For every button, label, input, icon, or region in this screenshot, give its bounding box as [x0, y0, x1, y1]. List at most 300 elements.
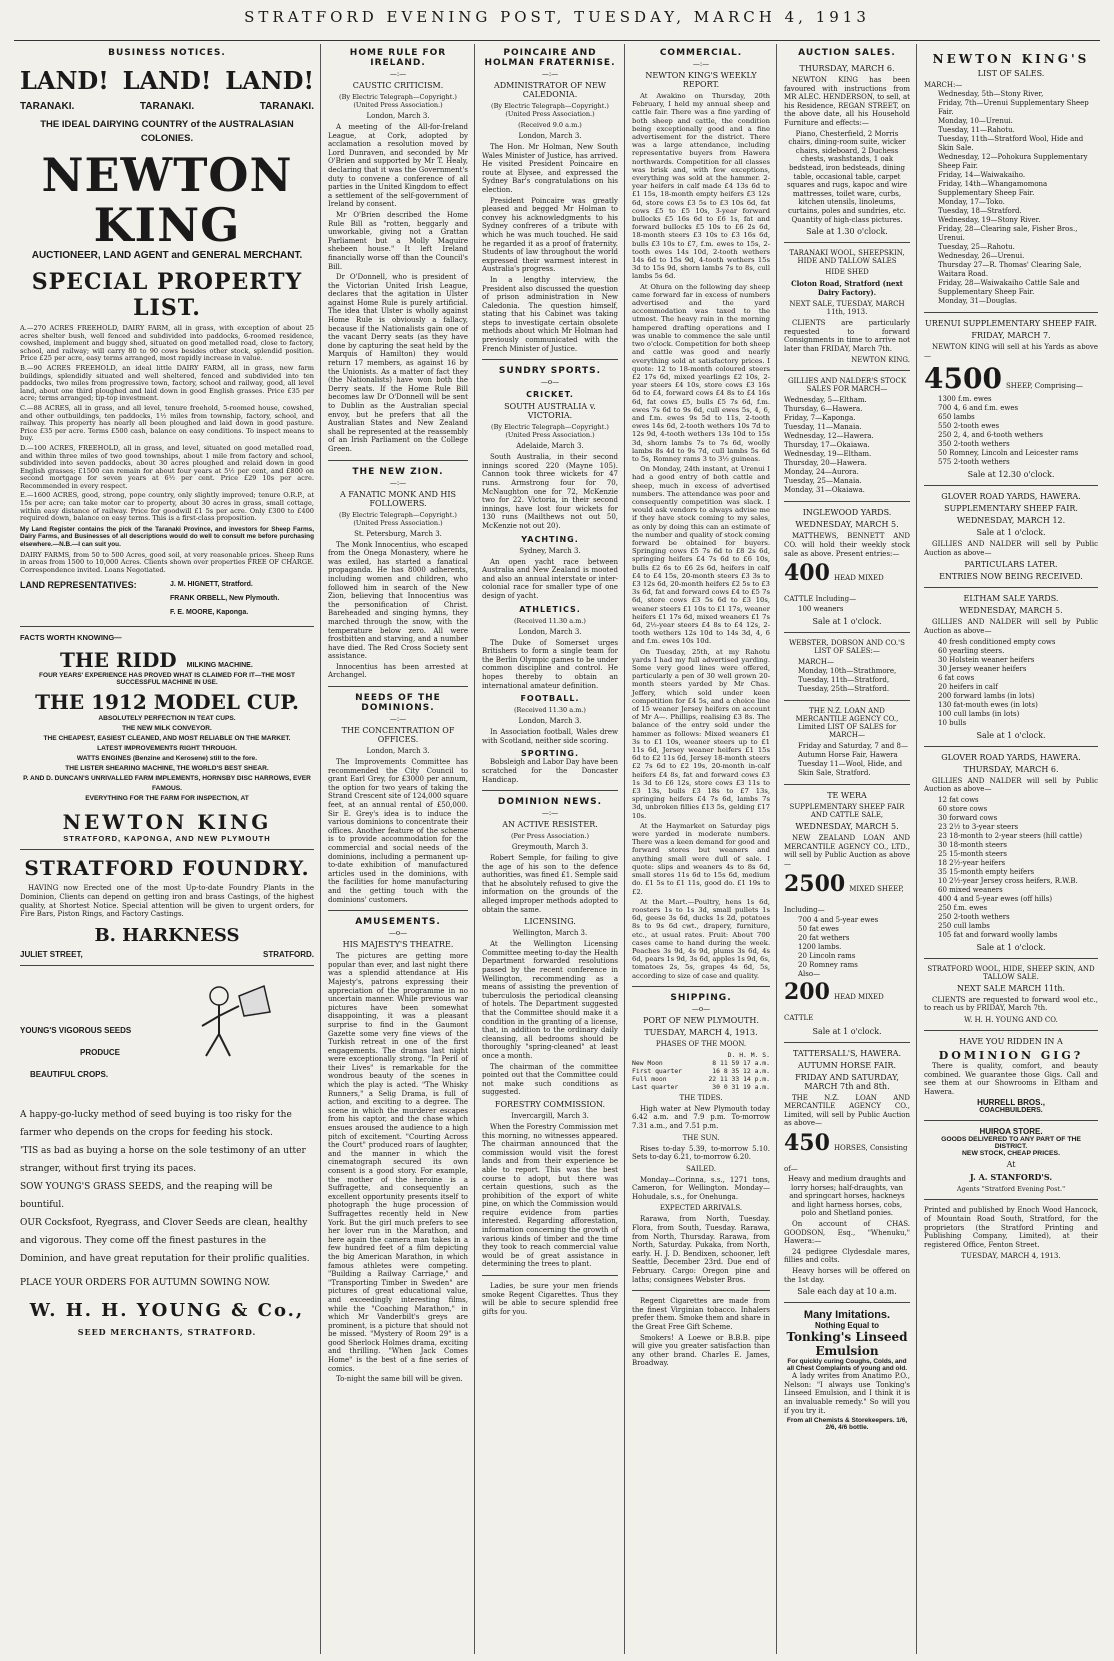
furniture-items: Piano, Chesterfield, 2 Morris chairs, dining-room suite, wicker chairs, sideboard, 2 Duchess chests, washstands, 1 oak bedstead, iron bedsteads, dining table, occasional table, carpet squares and rugs, kapoc and wire mattresses, toilet ware, curbs, kitchen utensils, linoleums, curtains, poles and sundries, etc. Quantity of high-class pictures.: [786, 129, 908, 224]
sale-entry: Friday, 14—Waiwakaiho.: [938, 171, 1026, 179]
sale-date: THURSDAY, MARCH 6.: [799, 64, 895, 73]
report-paragraph: On Tuesday, 25th, at my Rahotu yards I had my full advertised yarding. Some very good lines were offered, particularly a pen of 30 well grown 20-month steers yarded by Mr Chas. Jeffery, which sold under keen competition for £4 5s, and a choice line of 15 weaner Jersey heifers on account of Mr A—. Phillips, realising £3 8s. The balance of the entry sold under the hammer as follows: Mixed weaners £1 3s to £1 10s, weaner steers up to £1 11s 6d, Jersey weaner heifers £1 15s 6d to £2 11s 6d, Jersey 18-month steers £2 7s 6d to £2 19s, 20-month in-calf heifers £4 8s, fat and forward cows £3 1s 3d to £6 12s, store cows £3 11s to £3 13s, bulls £3 18s to £7 13s, springing heifers £4 7s 6d, lambs 7s 3d, unbroken fillies £13 5s, gelding £17 10s.: [632, 647, 770, 820]
property-item: D.—100 ACRES, FREEHOLD, all in grass, and level, situated on good metalled road, and within three miles of two good townships, about 1 mile from factory and school, subdivided into seven paddocks, about 30 acres ploughed and relaid down in good English grasses; £1500 can remain for about four years at 5½ per cent, and £800 on second mortgage for seven years at 6½ per cent. Price £29 10s per acre. Recommended in every respect.: [20, 443, 314, 490]
divider: [924, 587, 1098, 588]
divider: [924, 1120, 1098, 1121]
moon-time: 16 8 35 12 a.m.: [712, 1066, 770, 1075]
sale-entry: Tuesday 11—Wool, Hide, and Skin Sale, Stratford.: [798, 760, 903, 778]
press-credit: (Per Press Association.): [511, 832, 589, 841]
entries: ENTRIES NOW BEING RECEIVED.: [939, 572, 1083, 582]
gillies-list: [784, 396, 910, 495]
sport-heading: YACHTING.: [521, 534, 579, 544]
divider: [20, 849, 314, 850]
sale-entry: Friday, 7th—Urenui Supplementary Sheep Fair.: [938, 99, 1089, 116]
sale-entry: Wednesday, 19—Stony River.: [938, 216, 1041, 224]
sale-time: Sale at 1 o'clock.: [812, 1026, 882, 1036]
heavy-horses: Heavy horses will be offered on the 1st day.: [784, 1266, 910, 1284]
tonking-stockists: From all Chemists & Storekeepers. 1/6, 2/6, 4/6 bottle.: [786, 1417, 908, 1432]
facts-heading: FACTS WORTH KNOWING—: [20, 633, 122, 643]
foundry-title: STRATFORD FOUNDRY.: [24, 856, 310, 881]
sale-time: Sale at 1 o'clock.: [976, 528, 1046, 538]
ideal-dairying: THE IDEAL DAIRYING COUNTRY of the AUSTRALASIAN COLONIES.: [40, 119, 294, 144]
dateline: St. Petersburg, March 3.: [354, 529, 442, 538]
yards-title: TE WERA: [827, 791, 867, 801]
property-item: B.—90 ACRES FREEHOLD, an ideal little DAIRY FARM, all in grass, new farm buildings, splendidly situated and well sheltered, fenced and subdivided into ten paddocks, two miles from progressive town, factory, school and railway, good, all level land, about one third ploughed and laid down in good English grasses. Price £35 per acre; terms arranged; tip-top investment.: [20, 363, 314, 403]
sale-time: Sale each day at 10 a.m.: [797, 1287, 897, 1297]
dairy-farms-note: DAIRY FARMS, from 50 to 500 Acres, good soil, at very reasonable prices. Sheep Runs in areas from 1500 to 10,000 Acres. Clients shown over properties FREE OF CHARGE. Correspondence invited. Loans Negotiated.: [20, 550, 314, 574]
rule: —:—: [389, 478, 407, 487]
fair-title: SUPPLEMENTARY SHEEP FAIR.: [944, 504, 1078, 514]
horse-label: HORSES, Consisting of—: [784, 1144, 908, 1173]
stock-line: 20 Lincoln rams: [798, 951, 856, 960]
cattle-detail: 100 weaners: [798, 605, 844, 614]
sale-entry: Tuesday, 11—Manaia.: [784, 423, 862, 432]
sale-notice: GILLIES AND NALDER will sell by Public Auction as above—: [924, 776, 1098, 794]
sale-date: FRIDAY AND SATURDAY, MARCH 7th and 8th.: [795, 1072, 899, 1091]
stock-line: Also—: [798, 969, 821, 978]
seeds-line-3: BEAUTIFUL CROPS.: [30, 1069, 109, 1079]
sheep-label: MIXED SHEEP, Including—: [784, 884, 904, 914]
taranaki-word: TARANAKI.: [20, 101, 75, 112]
article-paragraph: The pictures are getting more popular than ever, and last night there was a splendid attendance at His Majesty's, patrons expressing their appreciation of the programme in no uncertain manner. While previous war pictures have been somewhat disappointing, it was a pleasant surprise to find in the Gaumont Gazette some very fine views of the Turkish retreat in one of the first engagements. The dramas last night were exceptionally strong. "In Peril of their Lives" is remarkable for the wondrous beauty of the scenes in which the play is acted. "The Whisky Runners," a Selig Drama, is full of action, and exciting to a degree. The scene in which the murderer escapes from his captor, and the chase which ensues aroused the audience to a high pitch of excitement. "Courting Across the Court" produced roars of laughter, and the manner in which the cinematograph secured its own consent is a good story. For example, the mother of the heroine is a Suffragette, and consequently an excellent opportunity presents itself to photograph the huge procession of Suffragettes recently held in New York. But the girl much prefers to see her lover run in the Marathon, and here again the camera man takes in a few hundred feet of a film depicting the big American Marathon, in which famous athletes were competing. "Building a Railway Carriage," and "Transporting Timber in Sweden" are pictures of great educational value, and exceedingly interesting films, while the "Coaching Marathon," in which Mr Vanderbilt's greys are prominent, is a picture that should not be missed. "Mystery of Room 29" is a good Sherlock Holmes drama, exciting and thrilling. "When Jack Comes Home" is the best of a fine series of comics.: [328, 952, 468, 1373]
wool-sale-title: TARANAKI WOOL, SHEEPSKIN, HIDE AND TALLOW SALES: [789, 249, 905, 266]
sale-entry: Friday, 7—Kaponga.: [784, 414, 856, 423]
seeds-line-1: YOUNG'S VIGOROUS SEEDS: [20, 1025, 132, 1035]
sale-entry: Tuesday, 11th—Stratford,: [798, 676, 890, 685]
divider: [784, 370, 910, 371]
divider: [924, 312, 1098, 313]
sale-entry: MARCH—: [798, 658, 834, 667]
property-item: E.—1600 ACRES, good, strong, pope country, only slightly improved; tenure O.R.P., at 15s per acre; can take motor car to property, about 30 acres in grass, small cottage, within easy distance of railway. Price for goodwill £1 5s per acre. Only £300 to £400 required down, balance on easy terms. This is a first-class proposition.: [20, 491, 314, 523]
column-business-notices: [14, 44, 320, 1654]
sale-entry: Tuesday, 11—Rahotu.: [938, 126, 1015, 134]
article-subheading: A FANATIC MONK AND HIS FOLLOWERS.: [339, 489, 457, 508]
article-subheading: LICENSING.: [524, 917, 576, 927]
sheep-count: [784, 871, 910, 916]
sale-entry: Thursday, 6—Hawera.: [784, 405, 863, 414]
newton-king-role: AUCTIONEER, LAND AGENT and GENERAL MERCHANT.: [31, 250, 303, 261]
seeds-ad-header: [20, 1026, 314, 1166]
sale-entry: Wednesday, 12—Hawera.: [784, 432, 874, 441]
sport-heading: ATHLETICS.: [519, 604, 581, 614]
sale-time: Sale at 1.30 o'clock.: [806, 227, 888, 237]
received-time: (Received 11.30 a.m.): [514, 616, 586, 625]
divider: [784, 784, 910, 785]
sale-entry: Thursday 27—R. Thomas' Clearing Sale, Waitara Road.: [938, 261, 1082, 278]
article-heading: SUNDRY SPORTS.: [498, 366, 602, 377]
article-paragraph: An open yacht race between Australia and New Zealand is mooted and also an annual interstate or inter-colonial race for smaller type of one design of yacht.: [482, 557, 618, 600]
stock-line: 30 18-month steers: [938, 840, 1007, 849]
sale-entry: Wednesday, 5—Eltham.: [784, 396, 867, 405]
land-rep: J. M. HIGNETT, Stratford.: [170, 581, 253, 589]
column-cables: [322, 44, 474, 1654]
sale-entry: Monday, 24—Aurora.: [784, 468, 859, 477]
nothing-equal: Nothing Equal to: [815, 1321, 879, 1331]
moon-time: 30 0 31 19 a.m.: [712, 1082, 770, 1091]
pipe-ad: Smokers! A Loewe or B.B.B. pipe will give you greater satisfaction than any other brand. Charles E. James, Broadway.: [632, 1333, 770, 1368]
article-heading: THE NEW ZION.: [352, 466, 444, 477]
stock-line: 130 fat-mouth ewes (in lots): [938, 700, 1038, 709]
taranaki-word: TARANAKI.: [139, 101, 195, 112]
ridd-claim: FOUR YEARS' EXPERIENCE HAS PROVED WHAT IS CLAIMED FOR IT—THE MOST SUCCESSFUL MACHINE IN USE.: [39, 672, 295, 687]
sale-entry: Monday, 10—Urenui.: [938, 117, 1013, 125]
article-subheading: ADMINISTRATOR OF NEW CALEDONIA.: [493, 81, 607, 99]
stock-line: 30 forward cows: [938, 813, 998, 822]
seeds-paragraph: OUR Cocksfoot, Ryegrass, and Clover Seeds are clean, healthy and vigorous. They come off the finest pastures in the Dominion, and have great reputation for their prolific qualities.: [20, 1217, 310, 1264]
article-heading: HOME RULE FOR IRELAND.: [349, 48, 447, 68]
stock-line: 250 2-tooth wethers: [938, 912, 1010, 921]
stock-line: 700 4 and 5-year ewes: [798, 915, 879, 924]
feature-line: THE NEW MILK CONVEYOR.: [122, 725, 212, 733]
port-title: PORT OF NEW PLYMOUTH.: [643, 1015, 759, 1025]
stanford-agents: Agents "Stratford Evening Post.": [956, 1185, 1066, 1194]
property-list-title: SPECIAL PROPERTY LIST.: [31, 269, 303, 321]
taranaki-banner: [20, 101, 314, 112]
dateline: London, March 3.: [518, 132, 582, 140]
gig-question: HAVE YOU RIDDEN IN A: [959, 1036, 1063, 1046]
foundry-text: HAVING now Erected one of the most Up-to-date Foundry Plants in the Dominion, Clients can depend on getting iron and brass Castings, of the highest quality, at Shortest Notice. Special attention will be given to urgent orders, for Fire Bars, Piston Rings, and Factory Castings.: [20, 884, 314, 919]
cattle-number: 200: [784, 978, 830, 1005]
property-item: C.—88 ACRES, all in grass, and all level, tenure freehold, 5-roomed house, cowshed, and other outbuildings, ten paddocks, 1½ miles from township, factory, school, and railway. This property has nearly all been ploughed and laid down in good pasture. Price £35 per acre. Terms £500 cash, balance on easy conditions. To inspect means to buy.: [20, 403, 314, 443]
column-rule: [474, 44, 475, 1654]
article-subheading: SOUTH AUSTRALIA v. VICTORIA.: [504, 402, 596, 421]
moon-row: [632, 1075, 770, 1083]
feature-line: LATEST IMPROVEMENTS RIGHT THROUGH.: [97, 745, 237, 753]
press-credit: (By Electric Telegraph—Copyright.) (United Press Association.): [491, 423, 609, 440]
article-paragraph: At the Wellington Licensing Committee meeting to-day the Health Department forwarded resolutions passed by the recent conference in Wellington, recommending as a means of assisting the prevention of tuberculosis the periodical cleansing of hotels. The Department suggested that the Committee should make it a condition in the granting of a license, that, in addition to the ordinary daily cleansing, all bedrooms should be thoroughly "spring-cleaned" at least once a month.: [482, 940, 618, 1060]
cattle-label: HEAD MIXED CATTLE Including—: [784, 574, 884, 604]
land-word: LAND!: [20, 66, 109, 95]
column-rule: [320, 44, 321, 1654]
sale-entry: Monday, 17—Toko.: [938, 198, 1005, 206]
divider: [784, 501, 910, 502]
sheep-count: [924, 362, 1098, 395]
feature-line: EVERYTHING FOR THE FARM FOR INSPECTION, AT: [85, 795, 249, 803]
nk-sales-list: [924, 90, 1098, 306]
stock-line: 100 cull lambs (in lots): [938, 709, 1020, 718]
moon-row: [632, 1059, 770, 1067]
article-heading: POINCAIRE AND HOLMAN FRATERNISE.: [484, 48, 616, 68]
article-paragraph: Innocentius has been arrested at Archangel.: [328, 662, 468, 680]
harkness-town: STRATFORD.: [263, 949, 314, 959]
divider: [784, 700, 910, 701]
feature-line: THE LISTER SHEARING MACHINE, THE WORLD'S BEST SHEAR.: [65, 765, 269, 773]
dateline: Sydney, March 3.: [519, 546, 581, 555]
yards-title: TATTERSALL'S, HAWERA.: [792, 1048, 902, 1058]
property-item: A.—270 ACRES FREEHOLD, DAIRY FARM, all in grass, with exception of about 25 acres shelter bush, well fenced and subdivided into paddocks, 6-roomed residence, cowshed, implement and buggy shed, situated on good metalled road, close to factory, school, and railway; will carry 80 to 90 cows besides other stock, splendid position. Price £25 per acre, easy terms arranged, most rapidly increase in value.: [20, 324, 314, 363]
article-heading: NEEDS OF THE DOMINIONS.: [355, 693, 441, 714]
horse-types: Heavy and medium draughts and lorry horses; half-draughts, van and springcart horses, hackneys and light harness horses, cobs, polo and Shetland ponies.: [787, 1175, 907, 1218]
sport-heading: SPORTING.: [521, 749, 579, 759]
rule: —:—: [541, 809, 559, 818]
divider: [632, 1290, 770, 1291]
webster-title: WEBSTER, DOBSON AND CO.'S LIST OF SALES:—: [789, 639, 905, 656]
cattle-count: [784, 560, 910, 605]
nk-list-subtitle: LIST OF SALES.: [977, 69, 1045, 78]
hawera-list: [924, 796, 1098, 940]
divider: [924, 485, 1098, 486]
port-date: TUESDAY, MARCH 4, 1913.: [644, 1027, 758, 1037]
divider: [20, 626, 314, 627]
article-subheading: FORESTRY COMMISSION.: [494, 1099, 606, 1109]
seeds-line-2: PRODUCE: [80, 1047, 121, 1057]
sale-date: WEDNESDAY, MARCH 12.: [956, 516, 1066, 526]
sport-heading: FOOTBALL.: [520, 694, 580, 704]
regent-ad: Regent Cigarettes are made from the finest Virginian tobacco. Inhalers prefer them. Smoke them and share in the Great Free Gift Scheme.: [632, 1297, 770, 1332]
signature: NEWTON KING.: [851, 356, 910, 365]
fair-title: AUTUMN HORSE FAIR.: [797, 1060, 897, 1070]
ridd-line: [20, 648, 314, 672]
press-credit: (By Electric Telegraph—Copyright.) (United Press Association.): [339, 93, 457, 109]
column-rule: [916, 44, 917, 1654]
article-paragraph: To-night the same bill will be given.: [336, 1375, 463, 1384]
imprint-date: TUESDAY, MARCH 4, 1913.: [961, 1252, 1061, 1261]
rule: —o—: [691, 1004, 711, 1013]
dateline: Invercargill, March 3.: [511, 1111, 589, 1120]
divider: [784, 1042, 910, 1043]
column-commercial: [626, 44, 776, 1654]
tides-title: THE TIDES.: [679, 1093, 723, 1102]
stock-line: 1200 lambs.: [798, 942, 842, 951]
sale-entry: Friday and Saturday, 7 and 8—Autumn Horse Fair, Hawera: [798, 742, 908, 760]
hurrell-trade: COACHBUILDERS.: [979, 1107, 1043, 1115]
taranaki-word: TARANAKI.: [259, 101, 314, 112]
column-news: [476, 44, 624, 1654]
article-paragraph: The Hon. Mr Holman, New South Wales Minister of Justice, has arrived. He visited President Poincaire en route at Elysee, and expressed the Sydney Bar's congratulations on his election.: [482, 143, 618, 194]
sale-notice: NEWTON KING will sell at his Yards as above—: [924, 343, 1098, 360]
yards-title: ELTHAM SALE YARDS.: [963, 594, 1059, 604]
dateline: Greymouth, March 3.: [511, 843, 589, 852]
divider: [924, 746, 1098, 747]
seeds-paragraph: A happy-go-lucky method of seed buying is too risky for the farmer who depends on the crops for feeding his stock.: [20, 1109, 292, 1138]
yards-title: GLOVER ROAD YARDS, HAWERA.: [941, 752, 1081, 762]
rule: —o—: [540, 378, 560, 387]
sale-date: WEDNESDAY, MARCH 5.: [795, 822, 899, 832]
stock-line: 250 cull lambs: [938, 921, 990, 930]
received-time: (Received 9.0 a.m.): [518, 121, 582, 129]
article-subheading: HIS MAJESTY'S THEATRE.: [342, 940, 454, 950]
stock-line: 50 fat ewes: [798, 924, 839, 933]
cattle-label: HEAD MIXED CATTLE: [784, 992, 884, 1022]
harkness-name: B. HARKNESS: [94, 924, 240, 946]
nk-month: MARCH:—: [924, 81, 963, 89]
nk-list-header: [924, 52, 1098, 78]
sale-entry: Wednesday, 5th—Stony River,: [938, 90, 1044, 98]
land-word: LAND!: [122, 66, 212, 95]
dominion-gig: DOMINION GIG?: [938, 1048, 1084, 1062]
goodson-account: On account of CHAS. GOODSON, Esq., "Whenuku," Hawera:—: [784, 1219, 910, 1246]
dateline: London, March 3.: [518, 717, 582, 726]
column-rule: [776, 44, 777, 1654]
press-credit: (By Electric Telegraph—Copyright.) (United Press Association.): [491, 102, 609, 118]
sheep-number: 2500: [784, 870, 846, 897]
cattle-number: 400: [784, 560, 830, 587]
gillies-title: GILLIES AND NALDER'S STOCK SALES FOR MARCH—: [787, 377, 907, 394]
sale-entry: Friday, 14th—Whangamomona Supplementary Sheep Fair.: [938, 180, 1048, 197]
sale-entry: Tuesday, 25—Rahotu.: [938, 243, 1015, 251]
article-heading: DOMINION NEWS.: [497, 797, 603, 808]
ridd-features: [20, 714, 314, 804]
dateline: London, March 3.: [518, 627, 582, 636]
stock-line: 50 Romney, Lincoln and Leicester rams: [938, 449, 1079, 458]
nk-list-title: NEWTON KING'S: [932, 52, 1090, 66]
feature-line: THE CHEAPEST, EASIEST CLEANED, AND MOST RELIABLE ON THE MARKET.: [43, 735, 291, 743]
sun-title: THE SUN.: [682, 1133, 720, 1142]
sale-notice: GILLIES AND NALDER will sell by Public Auction as above—: [924, 618, 1098, 635]
huiroa-at: At: [1006, 1160, 1016, 1170]
land-word: LAND!: [225, 66, 314, 95]
stock-line: 60 store cows: [938, 804, 988, 813]
masthead-rule: [14, 40, 1100, 41]
sailed-title: SAILED.: [686, 1164, 716, 1173]
report-paragraph: At the Haymarket on Saturday pigs were yarded in moderate numbers. There was a keen demand for good and forward stores but weaners and anything small were dull of sale. I quote: slips and weaners 4s to 8s 6d, small stores 11s 6d to 15s 6d, medium do. £1 5s to £1 11s, good do. £1 19s to £2.: [632, 821, 770, 896]
cattle-count: [784, 979, 910, 1024]
newton-king-title: NEWTON KING: [41, 148, 293, 252]
next-sale: NEXT SALE, TUESDAY, MARCH 11th, 1913.: [789, 300, 905, 317]
divider: [482, 359, 618, 360]
moon-phase: Last quarter: [632, 1082, 679, 1091]
dateline: Wellington, March 3.: [512, 929, 588, 938]
clients-notice: CLIENTS are particularly requested to forward Consignments in time to arrive not later than FRIDAY, March 7th.: [784, 319, 910, 353]
divider: [328, 910, 468, 911]
sale-time: Sale at 12.30 o'clock.: [967, 470, 1055, 480]
column-rule: [624, 44, 625, 1654]
sale-entry: Monday, 31—Okaiawa.: [784, 486, 865, 495]
report-paragraph: At the Mart.—Poultry, hens 1s 6d, roosters 1s to 1s 3d, small pullets 1s 6d, geese 3s 6d, ducks 1s 2d, potatoes 8s to 9s 6d cwt., drapery, furniture, etc., at usual rates. Fruit: About 700 cases came to hand during the week. Peaches 3s 9d, 4s 9d, plums 3s 6d, 4s 6d, pears 1s 9d, 3s 6d, apples 1s 9d, 6s, tomatoes 2s, 5s, grapes 4s 6d, 5s, according to size of case and quality.: [632, 897, 770, 980]
sale-entry: Friday, 28—Waiwakaiho Cattle Sale and Supplementary Sheep Fair.: [938, 279, 1080, 296]
sale-entry: Tuesday, 25—Manaia.: [784, 477, 862, 486]
dateline: London, March 3.: [366, 747, 430, 756]
sale-time: Sale at 1 o'clock.: [812, 617, 882, 627]
place-orders: PLACE YOUR ORDERS FOR AUTUMN SOWING NOW.: [20, 1277, 271, 1288]
divider: [328, 686, 468, 687]
article-paragraph: Bobsleigh and Labor Day have been scratched for the Doncaster Handicap.: [482, 758, 618, 784]
divider: [784, 242, 910, 243]
dateline: London, March 3.: [366, 112, 430, 120]
sport-heading: CRICKET.: [526, 390, 574, 400]
young-company: W. H. H. YOUNG & Co.,: [29, 1299, 305, 1321]
article-paragraph: The Improvements Committee has recommended the City Council to grant Earl Grey, for £3000 per annum, the option for two years of taking the Strand Crescent site of 124,000 square feet, at an annual rental of £50,000. Sir E. Grey's idea is to induce the various dominions to concentrate their offices. Another feature of the scheme is to provide accommodation for the commercial and social needs of the dominions, including a permanent up-to-date exhibition of manufactured articles used in the dominions, with the facilities for home manufacturing and the getting touch with the dominions' customers.: [328, 758, 468, 904]
fair-title: URENUI SUPPLEMENTARY SHEEP FAIR.: [925, 319, 1097, 328]
sale-date: THURSDAY, MARCH 6.: [963, 764, 1059, 774]
stock-line: 400 4 and 5-year ewes (off hills): [938, 894, 1053, 903]
expected-text: Rarawa, from North, Tuesday. Flora, from South, Tuesday. Rarawa, from North, Thursday. Rarawa, from North, Saturday. Pukaka, from North, early. H. J. D. Bendixen, schooner, left Seattle, December 23rd. Due end of February. Cargo: Oregon pine and laths; consignees Webster Bros.: [632, 1215, 770, 1284]
sale-entry: Monday, 10th—Strathmore,: [798, 667, 897, 676]
divider: [482, 790, 618, 791]
stock-line: 200 forward lambs (in lots): [938, 691, 1035, 700]
yards-title: INGLEWOOD YARDS.: [802, 508, 892, 518]
stock-line: 23 18-month to 2-year steers (hill cattle): [938, 831, 1083, 840]
huiroa-delivery: GOODS DELIVERED TO ANY PART OF THE DISTRICT.: [941, 1136, 1081, 1151]
stock-line: 60 yearling steers.: [938, 646, 1005, 655]
rule: —o—: [388, 929, 408, 938]
dateline: Adelaide, March 3.: [516, 442, 584, 451]
stock-line: 30 Jersey weaner heifers: [938, 664, 1027, 673]
article-paragraph: The Duke of Somerset urges Britishers to form a single team for the Berlin Olympic games to be under common discipline and control. He hopes thereby to obtain an international amateur definition.: [482, 638, 618, 690]
sale-entry: Wednesday, 19—Eltham.: [784, 450, 872, 459]
article-paragraph: Dr O'Donnell, who is president of the Victorian United Irish League, declares that the agitation in Ulster against Home Rule is purely artificial. The idea that Ulster is wholly against Home Rule is obviously a fallacy, because if the Nationalists gain one of the vacant Derry seats (as they have done by capturing the seat held by the Marquis of Hamilton) they would return 17 members, as against 16 by the Unionists. As a matter of fact they (the Nationalists) have won both the Derry seats. If the Home Rule Bill becomes law Dr O'Donnell will be sent to Dublin as the Australian special envoy, but he prefers that all the Australian States and New Zealand shall be represented at the reassembly of an Irish Parliament on the College Green.: [328, 273, 468, 453]
moon-phase: Full moon: [632, 1074, 667, 1083]
sheep-number: 4500: [924, 362, 1002, 396]
divider: [924, 958, 1098, 959]
divider: [482, 1275, 618, 1276]
young-subtitle: SEED MERCHANTS, STRATFORD.: [77, 1326, 257, 1337]
nzloan-title: THE N.Z. LOAN AND MERCANTILE AGENCY CO., Limited LIST OF SALES for MARCH—: [795, 707, 899, 740]
land-banner: [20, 66, 314, 95]
sale-entry: Tuesday, 18—Stratford.: [938, 207, 1022, 215]
moon-phase: New Moon: [632, 1058, 663, 1067]
stock-line: 30 Holstein weaner heifers: [938, 655, 1035, 664]
imitations-title: Many Imitations.: [803, 1309, 891, 1322]
sheep-list: [784, 916, 910, 979]
stock-line: 20 fat wethers: [798, 933, 850, 942]
article-heading: SHIPPING.: [670, 992, 732, 1003]
nzloan-list: [784, 742, 910, 778]
article-paragraph: The chairman of the committee pointed out that the Committee could not make such conditions as suggested.: [482, 1062, 618, 1097]
moon-time: 8 11 59 17 a.m.: [712, 1058, 770, 1067]
article-paragraph: Mr O'Brien described the Home Rule Bill as "rotten, beggarly and unworkable, giving not a Grattan Parliament but a Molly Maguire shebeen house." It left Ireland financially worse off than the Council's Bill.: [328, 210, 468, 271]
sale-notice: MATTHEWS, BENNETT AND CO. will hold their weekly stock sale as above. Present entries:—: [784, 532, 910, 558]
divider: [328, 460, 468, 461]
sale-time: Sale at 1 o'clock.: [976, 730, 1046, 740]
rule: —:—: [389, 70, 407, 78]
rule: —:—: [692, 60, 710, 68]
gig-text: There is quality, comfort, and beauty combined. We guarantee those Gigs. Call and see them at our Showrooms in Eltham and Hawera.: [924, 1061, 1098, 1096]
sale-time: Sale at 1 o'clock.: [976, 942, 1046, 952]
divider: [924, 1030, 1098, 1031]
article-paragraph: South Australia, in their second innings scored 220 (Mayne 105). Cannon took three wickets for 47 runs. Armstrong four for 70, McNaughton one for 72, McKenzie two for 22. Victoria, in their second innings, have lost four wickets for 130 runs (Mailthews not out 50, McKenzie not out 20).: [482, 453, 618, 530]
webster-list: [784, 658, 910, 694]
stock-line: 18 2½-year heifers: [938, 858, 1006, 867]
sale-notice: NEW ZEALAND LOAN AND MERCANTILE AGENCY CO., LTD., will sell by Public Auction as above—: [784, 834, 910, 869]
article-subheading: CAUSTIC CRITICISM.: [352, 81, 444, 90]
land-rep: FRANK ORBELL, New Plymouth.: [170, 595, 280, 603]
signature: W. H. H. YOUNG AND CO.: [964, 1015, 1058, 1024]
next-sale: NEXT SALE MARCH 11th.: [956, 983, 1066, 993]
sheep-label: SHEEP, Comprising—: [1005, 382, 1083, 391]
article-subheading: THE CONCENTRATION OF OFFICES.: [341, 726, 455, 745]
received-time: (Received 11.30 a.m.): [514, 706, 586, 715]
article-paragraph: The Monk Innocentius, who escaped from the Onega Monastery, where he was exiled, has started a fanatical propaganda. He has 8000 adherents, including women and children, who followed him in search of the New Zion, believing that Innocentius was the personification of Christ. Bareheaded and singing hymns, they marched through the snow, with the temperature below zero. All were frostbitten and starving, and a number have died. The Red Cross Society sent assistance.: [328, 540, 468, 661]
column-auction-sales: [778, 44, 916, 1654]
property-list: [20, 325, 314, 523]
sale-entry: Tuesday, 11th—Stratford Wool, Hide and Skin Sale.: [938, 135, 1084, 152]
ridd-subtitle: MILKING MACHINE.: [186, 662, 253, 670]
rule: —:—: [541, 70, 559, 78]
yards-title: GLOVER ROAD YARDS, HAWERA.: [941, 492, 1081, 502]
imprint: Printed and published by Enoch Wood Hancock, of Mountain Road South, Stratford, for the proprietors (the Stratford Printing and Publishing Company, Limited), at their registered Office, Fenton Street.: [924, 1206, 1098, 1249]
press-credit: (By Electric Telegraph—Copyright.) (United Press Association.): [339, 510, 457, 527]
sale-entry: Monday, 31—Douglas.: [938, 297, 1017, 305]
seeds-paragraph: 'TIS as bad as buying a horse on the sole testimony of an utter stranger, without first trying its paces.: [20, 1145, 306, 1174]
sale-date: WEDNESDAY, MARCH 5.: [795, 520, 899, 530]
sale-date: FRIDAY, MARCH 7.: [971, 331, 1051, 340]
stock-line: 35 15-month empty heifers: [938, 867, 1035, 876]
horse-number: 450: [784, 1130, 830, 1156]
article-paragraph: President Poincaire was greatly pleased and begged Mr Holman to convey his acknowledgments to his Sydney confreres of a tribute with which he was much touched. He said he regarded it as a proof of fraternity. Students of law throughout the world expressed their warmest interest in Australia's progress.: [482, 196, 618, 274]
article-paragraph: In Association football, Wales drew with Scotland, neither side scoring.: [482, 728, 618, 745]
sale-entry: Wednesday, 26—Urenui.: [938, 252, 1025, 260]
report-paragraph: At Ohura on the following day sheep came forward far in excess of numbers advertised and the yard accommodation was taxed to the utmost. The heavy rain in the morning hampered drafting operations and I was unable to commence the sale until two o'clock. Competition for both sheep and cattle was good and nearly everything sold at satisfactory prices. I quote: 12 to 18-month coloured steers £2 17s 6d, mixed yearlings £2 10s, 2-year steers £4 10s, store cows £3 16s 6d to £4, forward cows £4 8s to £4 16s 6d, fat cows £5, bulls £5 7s 6d, f.m. ewes 7s 6d to 9s 6d, cull ewes 5s, 4, 6, and f.m. ewes 9s 5d to 11s, 2-tooth ewes 14s 6d, 2-tooth wethers 10s 7d to 12s 9d, 4-tooth wethers 13s 10d to 15s 3d, shorn lambs 7s to 7s 6d, woolly lambs 8s 4d to 9s 7d, cull lambs 5s 6d to 5s, Romney rams 3 to 3½ guineas.: [632, 282, 770, 463]
moon-table: [632, 1059, 770, 1091]
stock-line: 12 fat cows: [938, 795, 979, 804]
seeds-paragraph: SOW YOUNG'S GRASS SEEDS, and the reaping will be bountiful.: [20, 1181, 273, 1210]
sun-text: Rises to-day 5.39, to-morrow 5.10. Sets to-day 6.21, to-morrow 6.20.: [632, 1144, 770, 1162]
harkness-address: [20, 950, 314, 959]
harkness-street: JULIET STREET,: [20, 949, 83, 959]
sailed-text: Monday—Corinna, s.s., 1271 tons, Cameron, for Wellington. Monday—Hohudale, s.s., for Onehunga.: [632, 1175, 770, 1201]
moon-phases-title: PHASES OF THE MOON.: [655, 1039, 747, 1048]
